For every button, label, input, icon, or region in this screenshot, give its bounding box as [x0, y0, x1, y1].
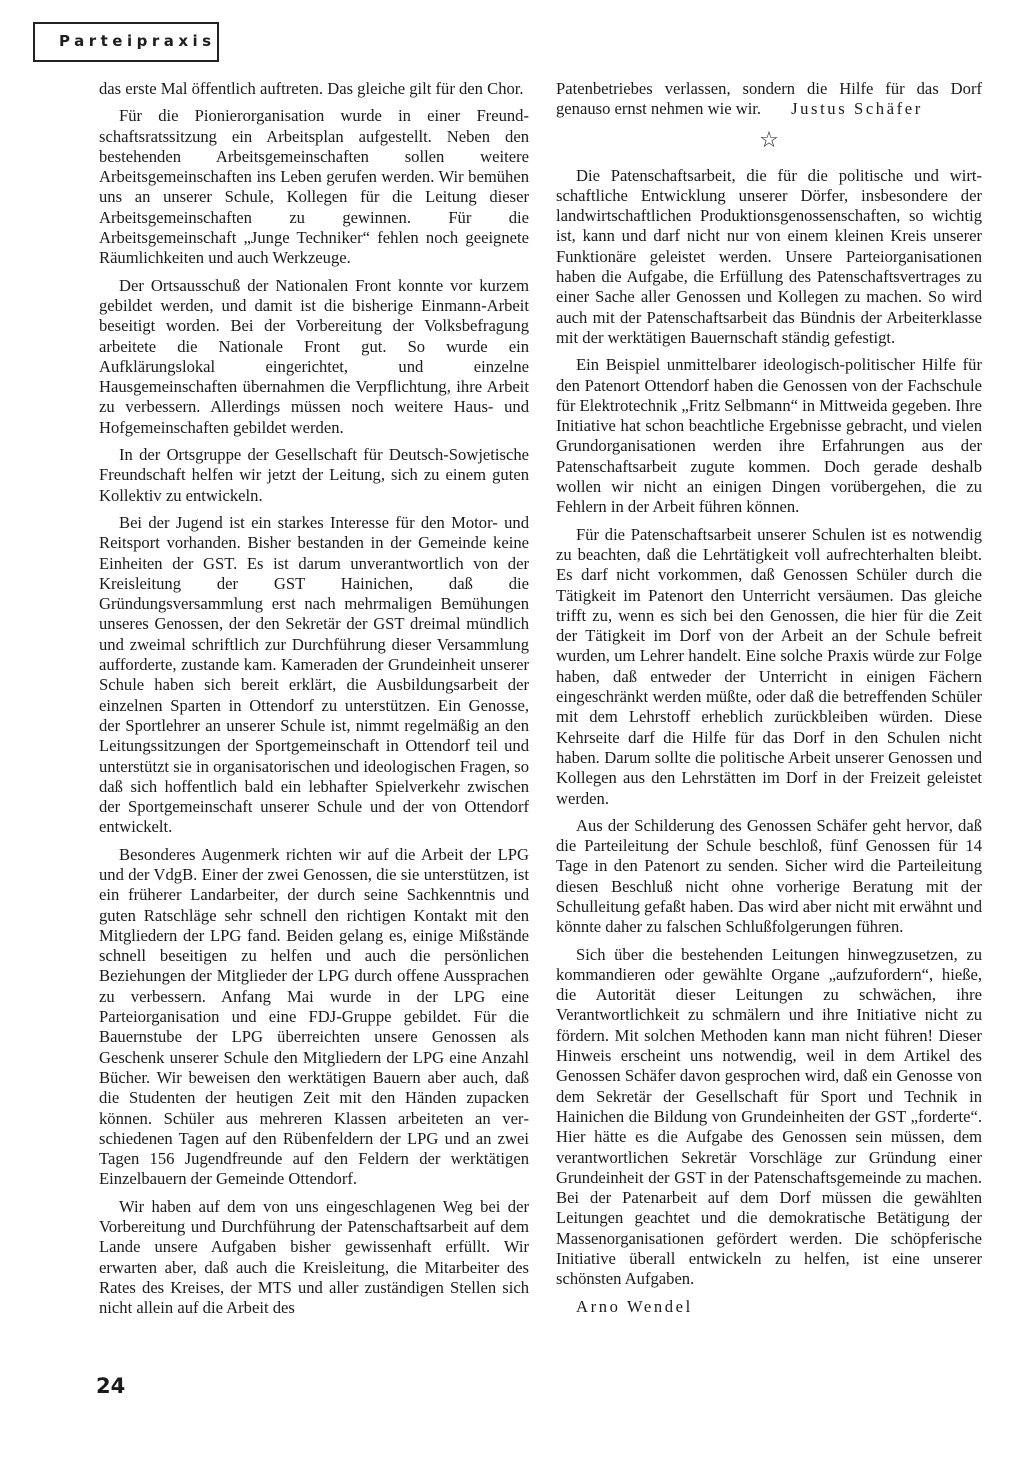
paragraph: Wir haben auf dem von uns eingeschlagenen Weg bei der Vorbereitung und Durchführung der Patenschaftsarbeit auf dem Lande unsere Aufgaben bisher gewissenhaft erfüllt. Wir erwarten aber, daß auch die Kreisleitung, die Mitarbeiter des Rates des Kreises, der MTS und aller zuständigen Stellen sich nicht allein auf die Arbeit des: [99, 1196, 529, 1318]
paragraph-text: Patenbetriebes verlassen, sondern die Hilfe für das Dorf genauso ernst nehmen wie wir.: [556, 79, 982, 119]
paragraph: Für die Patenschaftsarbeit unserer Schulen ist es notwendig zu beachten, daß die Lehrtätigkeit voll aufrechterhalten bleibt. Es darf nicht vorkommen, daß Genossen Schüler durch die Tätigkeit im Patenort den Unterricht versäumen. Das gleiche trifft zu, wenn es sich bei den Genossen, die hier für die Zeit der Tätigkeit im Dorf von der Arbeit an der Schule befreit wurden, um Lehrer handelt. Eine solche Praxis würde zur Folge haben, daß entweder der Unterricht in einigen Fächern eingeschränkt werden müßte, oder daß die betreffenden Schüler mit dem Lehrstoff erheblich zurückbleiben würden. Diese Kehrseite darf die Hilfe für das Dorf in den Schulen nicht haben. Darum sollte die politische Arbeit unserer Genossen und Kollegen aus den Lehrstätten im Dorf in der Freizeit geleistet werden.: [556, 524, 982, 808]
star-icon: ☆: [759, 127, 779, 153]
paragraph: Der Ortsausschuß der Nationalen Front konnte vor kurzem gebildet werden, und damit ist die bisherige Einmann-Arbeit beseitigt worden. Bei der Vorbereitung der Volksbefragung arbeitete die Nationale Front gut. So wurde ein Aufklärungslokal eingerichtet, und einzelne Hausgemeinschaften übernahmen die Verpflichtung, ihre Arbeit zu verbessern. Allerdings müssen noch weitere Haus- und Hofgemeinschaften gebildet werden.: [99, 275, 529, 437]
author-signature: Justus Schäfer: [791, 99, 923, 119]
page-number: 24: [96, 1374, 126, 1398]
paragraph: Ein Beispiel unmittelbarer ideologisch-politischer Hilfe für den Patenort Ottendorf haben die Genossen von der Fachschule für Elektrotechnik „Fritz Selbmann“ in Mittweida gegeben. Ihre Initiative hat schon beachtliche Ergebnisse gebracht, und vielen Grundorganisationen werden ihre Erfahrungen aus der Patenschaftsarbeit zugute kommen. Doch gerade deshalb wollen wir nicht an einigen Dingen vorübergehen, die zu Fehlern in der Arbeit führen können.: [556, 355, 982, 517]
paragraph: Bei der Jugend ist ein starkes Interesse für den Motor- und Reitsport vorhanden. Bisher bestanden in der Gemeinde keine Einheiten der GST. Es ist darum unverantwortlich von der Kreisleitung der GST Hainichen, daß die Gründungsversammlung erst nach mehrmaligen Bemühungen unseres Genossen, der den Sekretär der GST dreimal mündlich und zweimal schriftlich zur Durchführung dieser Versammlung aufforderte, zustande kam. Kameraden der Grundeinheit unserer Schule haben sich bereit erklärt, die Ausbildungsarbeit der einzelnen Sparten in Ottendorf zu unterstützen. Ein Genosse, der Sportlehrer an unserer Schule ist, nimmt regelmäßig an den Leitungssitzungen der Sportgemeinschaft in Ottendorf teil und unterstützt sie in organisatorischen und ideologischen Fragen, so daß sich hoffentlich bald ein lebhafter Spielverkehr zwischen der Sportgemeinschaft unserer Schule und der von Ottendorf entwickelt.: [99, 512, 529, 837]
paragraph: [556, 79, 982, 120]
paragraph: Sich über die bestehenden Leitungen hinwegzusetzen, zu kommandieren oder gewählte Organe „aufzufordern“, hieße, die Autorität dieser Leitungen zu schwächen, ihre Verantwortlichkeit zu schmälern und ihre Initiative nicht zu fördern. Mit solchen Methoden kann man nicht führen! Dieser Hinweis erscheint uns notwendig, weil in dem Artikel des Genossen Schäfer davon gesprochen wird, daß ein Genosse von dem Sekretär der Gesellschaft für Sport und Technik in Hainichen die Bildung von Grundeinheiten der GST „forderte“. Hier hätte es die Aufgabe des Genossen sein müssen, dem verantwortlichen Sekretär Vorschläge zur Gründung einer Grundeinheit der GST in der Patenschaftsgemeinde zu machen. Bei der Patenarbeit auf dem Dorf müssen die gewählten Leitungen geachtet und die demokratische Betätigung der Massenorganisationen gefördert werden. Die schöpferische Initiative überall entwickeln zu helfen, ist eine unserer schönsten Aufgaben.: [556, 944, 982, 1289]
paragraph: Für die Pionierorganisation wurde in einer Freundschaftsratssitzung ein Arbeitsplan aufgestellt. Neben den bestehenden Arbeitsgemeinschaften sollen weitere Arbeitsgemeinschaften ins Leben gerufen werden. Wir bemühen uns an unserer Schule, Kollegen für die Leitung dieser Arbeitsgemeinschaften zu gewinnen. Für die Arbeitsgemeinschaft „Junge Techniker“ fehlen noch geeignete Räumlichkeiten und auch Werkzeuge.: [99, 106, 529, 268]
section-title: Parteipraxis: [33, 22, 219, 62]
paragraph: In der Ortsgruppe der Gesellschaft für Deutsch-Sowjetische Freundschaft helfen wir jetzt der Leitung, sich zu einem guten Kollektiv zu entwickeln.: [99, 445, 529, 505]
paragraph: das erste Mal öffentlich auftreten. Das gleiche gilt für den Chor.: [99, 79, 524, 98]
left-column: [99, 79, 529, 1326]
paragraph: Aus der Schilderung des Genossen Schäfer geht hervor, daß die Parteileitung der Schule beschloß, fünf Genossen für 14 Tage in den Patenort zu senden. Sicher wird die Parteileitung diesen Beschluß nicht ohne vorherige Beratung mit der Schulleitung gefaßt haben. Das wird aber nicht mit erwähnt und könnte daher zu falschen Schlußfolgerungen führen.: [556, 815, 982, 937]
paragraph: Besonderes Augenmerk richten wir auf die Arbeit der LPG und der VdgB. Einer der zwei Genossen, die sie unterstützen, ist ein früherer Landarbeiter, der durch seine Sachkenntnis und guten Ratschläge sehr schnell den richtigen Kontakt mit den Mitgliedern der LPG fand. Beiden gelang es, einige Mißstände schnell beseitigen zu helfen und auch die persönlichen Beziehungen der Mitglieder der LPG durch offene Aussprachen zu verbessern. Anfang Mai wurde in der LPG eine Parteiorganisation und eine FDJ-Gruppe gebildet. Für die Bauernstube der LPG überreichten unsere Genossen als Geschenk unserer Schule den Mitgliedern der LPG eine Anzahl Bücher. Wir beweisen den werktätigen Bauern aber auch, daß die Studenten der heutigen Zeit mit den Händen zupacken können. Schüler aus mehreren Klassen arbeiteten an verschiedenen Tagen auf den Rübenfeldern der LPG und an zwei Tagen 156 Jugendfreunde auf den Feldern der werktätigen Einzelbauern der Gemeinde Ottendorf.: [99, 844, 529, 1189]
paragraph: Die Patenschaftsarbeit, die für die politische und wirtschaftliche Entwicklung unserer Dörfer, insbesondere der landwirtschaftlichen Produktionsgenossenschaften, so wichtig ist, kann und darf nicht nur von einem kleinen Kreis unserer Funktionäre geleistet werden. Unsere Parteiorganisationen haben die Aufgabe, die Erfüllung des Patenschaftsvertrages zu einer Sache aller Genossen und Kollegen zu machen. So wird auch mit der Patenschaftsarbeit das Bündnis der Arbeiterklasse mit der werktätigen Bauernschaft ständig gefestigt.: [556, 165, 982, 347]
right-column: [556, 79, 982, 1324]
author-signature: Arno Wendel: [576, 1296, 693, 1316]
